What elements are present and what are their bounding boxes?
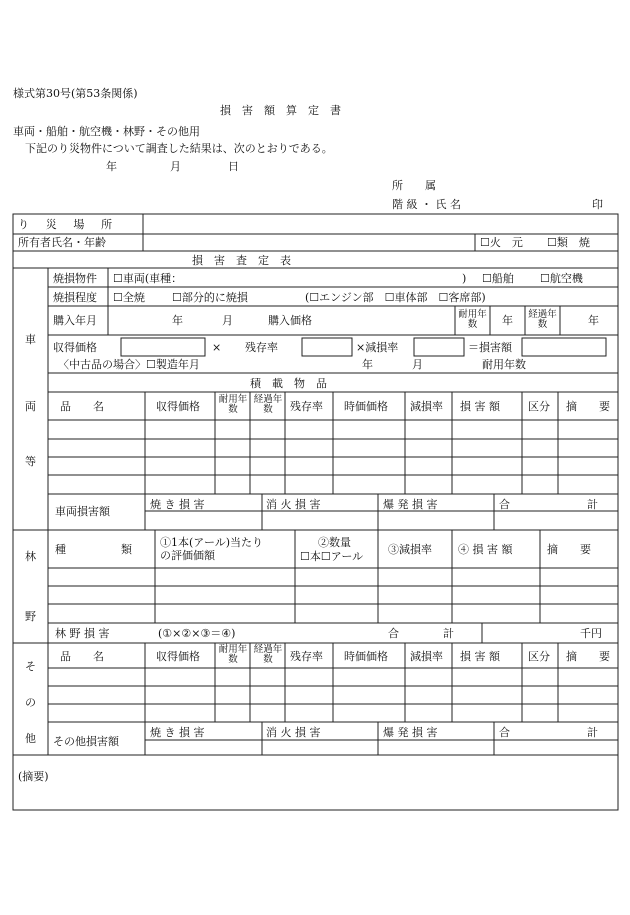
other-col-residual: 残存率 bbox=[290, 650, 323, 663]
other-side-3: 他 bbox=[25, 732, 36, 745]
forest-col-eval-2: の評価価額 bbox=[160, 549, 215, 562]
forest-formula: (①×②×③＝④) bbox=[158, 627, 236, 640]
mfg-month-unit: 月 bbox=[412, 358, 423, 371]
remarks-label: (摘要) bbox=[18, 770, 49, 783]
other-side-1: そ bbox=[25, 660, 36, 673]
other-col-elapsed-years: 経過年数 bbox=[253, 644, 283, 665]
other-sum-explosion: 爆 発 損 害 bbox=[383, 726, 438, 739]
burn-parts-options[interactable]: (☐エンジン部 ☐車体部 ☐客席部) bbox=[305, 291, 486, 304]
forest-side-2: 野 bbox=[25, 610, 36, 623]
purchase-year-unit: 年 bbox=[172, 314, 183, 327]
elapsed-years-unit: 年 bbox=[588, 314, 599, 327]
residual-rate-label: 残存率 bbox=[245, 341, 278, 354]
purchase-price-label: 購入価格 bbox=[268, 314, 312, 327]
vehicle-damage-total-label: 車両損害額 bbox=[55, 505, 110, 518]
other-col-remarks: 摘 要 bbox=[566, 650, 610, 663]
other-sum-burn: 焼 き 損 害 bbox=[150, 726, 205, 739]
burn-degree-label: 焼損程度 bbox=[53, 291, 97, 304]
vehicle-sum-burn: 焼 き 損 害 bbox=[150, 498, 205, 511]
col-market-price: 時価価格 bbox=[344, 400, 388, 413]
forest-col-eval-1: ①1本(アール)当たり bbox=[160, 536, 264, 549]
form-number: 様式第30号(第53条関係) bbox=[13, 87, 138, 100]
fire-origin-checkbox[interactable]: ☐火 元 bbox=[480, 236, 523, 249]
col-useful-life: 耐用年数 bbox=[218, 394, 248, 415]
other-sum-total: 合 計 bbox=[499, 726, 598, 739]
date-day: 日 bbox=[228, 160, 239, 173]
depreciation-rate-label: ×減損率 bbox=[356, 341, 399, 354]
purchase-date-label: 購入年月 bbox=[53, 314, 97, 327]
date-year: 年 bbox=[106, 160, 117, 173]
affiliation-label: 所 属 bbox=[392, 179, 436, 192]
forest-col-type: 種 類 bbox=[55, 543, 132, 556]
used-life-label: 耐用年数 bbox=[482, 358, 526, 371]
vehicle-side-1: 車 bbox=[25, 333, 36, 346]
other-col-damage: 損 害 額 bbox=[460, 650, 500, 663]
times-sign: × bbox=[212, 341, 222, 354]
ship-checkbox[interactable]: ☐船舶 bbox=[482, 272, 514, 285]
page-title: 損 害 額 算 定 書 bbox=[220, 104, 341, 117]
col-depreciation: 減損率 bbox=[410, 400, 443, 413]
col-category: 区分 bbox=[528, 400, 550, 413]
vehicle-checkbox[interactable]: ☐車両(車種： bbox=[113, 272, 183, 285]
forest-unit: 千円 bbox=[580, 627, 602, 640]
other-col-acq-price: 収得価格 bbox=[156, 650, 200, 663]
forest-qty-unit-checkbox[interactable]: ☐本☐アール bbox=[300, 550, 364, 563]
owner-label: 所有者氏名・年齢 bbox=[18, 236, 106, 249]
col-acq-price: 収得価格 bbox=[156, 400, 200, 413]
vehicle-side-2: 両 bbox=[25, 400, 36, 413]
seal-mark: 印 bbox=[592, 198, 603, 211]
aircraft-checkbox[interactable]: ☐航空機 bbox=[540, 272, 583, 285]
acquisition-price-label: 収得価格 bbox=[53, 341, 97, 354]
vehicle-side-3: 等 bbox=[25, 455, 36, 468]
col-remarks: 摘 要 bbox=[566, 400, 610, 413]
vehicle-sum-extinguish: 消 火 損 害 bbox=[266, 498, 321, 511]
other-damage-total-label: その他損害額 bbox=[53, 735, 119, 748]
forest-col-note: 摘 要 bbox=[547, 543, 591, 556]
forest-col-depr: ③減損率 bbox=[388, 543, 432, 556]
other-col-useful-life: 耐用年数 bbox=[218, 644, 248, 665]
useful-life-label: 耐用年数 bbox=[458, 309, 487, 330]
other-side-2: の bbox=[25, 696, 36, 709]
date-month: 月 bbox=[170, 160, 181, 173]
damage-amount-label: ＝損害額 bbox=[468, 341, 512, 354]
other-col-market-price: 時価価格 bbox=[344, 650, 388, 663]
forest-col-qty-1: ②数量 bbox=[318, 536, 351, 549]
forest-col-damage: ④ 損 害 額 bbox=[458, 543, 513, 556]
name-label: 階 級 ・ 氏 名 bbox=[392, 198, 461, 211]
cargo-title: 積 載 物 品 bbox=[250, 377, 327, 390]
elapsed-years-label: 経過年数 bbox=[528, 309, 557, 330]
col-damage: 損 害 額 bbox=[460, 400, 500, 413]
assessment-title: 損 害 査 定 表 bbox=[192, 254, 291, 267]
fire-spread-checkbox[interactable]: ☐類 焼 bbox=[547, 236, 590, 249]
col-residual: 残存率 bbox=[290, 400, 323, 413]
forest-total-label: 合 計 bbox=[388, 627, 454, 640]
purchase-month-unit: 月 bbox=[222, 314, 233, 327]
other-col-item-name: 品 名 bbox=[60, 650, 104, 663]
col-item-name: 品 名 bbox=[60, 400, 104, 413]
col-elapsed-years: 経過年数 bbox=[253, 394, 283, 415]
mfg-year-unit: 年 bbox=[362, 358, 373, 371]
other-col-depreciation: 減損率 bbox=[410, 650, 443, 663]
total-burn-checkbox[interactable]: ☐全焼 bbox=[113, 291, 145, 304]
forest-damage-label: 林 野 損 害 bbox=[55, 627, 110, 640]
burned-item-label: 焼損物件 bbox=[53, 272, 97, 285]
scope-text: 車両・船舶・航空機・林野・その他用 bbox=[13, 125, 200, 138]
used-item-note[interactable]: 〈中古品の場合〉☐製造年月 bbox=[58, 358, 200, 371]
vehicle-sum-explosion: 爆 発 損 害 bbox=[383, 498, 438, 511]
partial-burn-checkbox[interactable]: ☐部分的に焼損 bbox=[172, 291, 248, 304]
intro-text: 下記のり災物件について調査した結果は、次のとおりである。 bbox=[25, 142, 333, 155]
site-label: り 災 場 所 bbox=[18, 218, 119, 231]
vehicle-sum-total: 合 計 bbox=[499, 498, 598, 511]
vehicle-type-close: ) bbox=[462, 272, 467, 285]
other-sum-extinguish: 消 火 損 害 bbox=[266, 726, 321, 739]
forest-side-1: 林 bbox=[25, 550, 36, 563]
other-col-category: 区分 bbox=[528, 650, 550, 663]
useful-life-unit: 年 bbox=[502, 314, 513, 327]
